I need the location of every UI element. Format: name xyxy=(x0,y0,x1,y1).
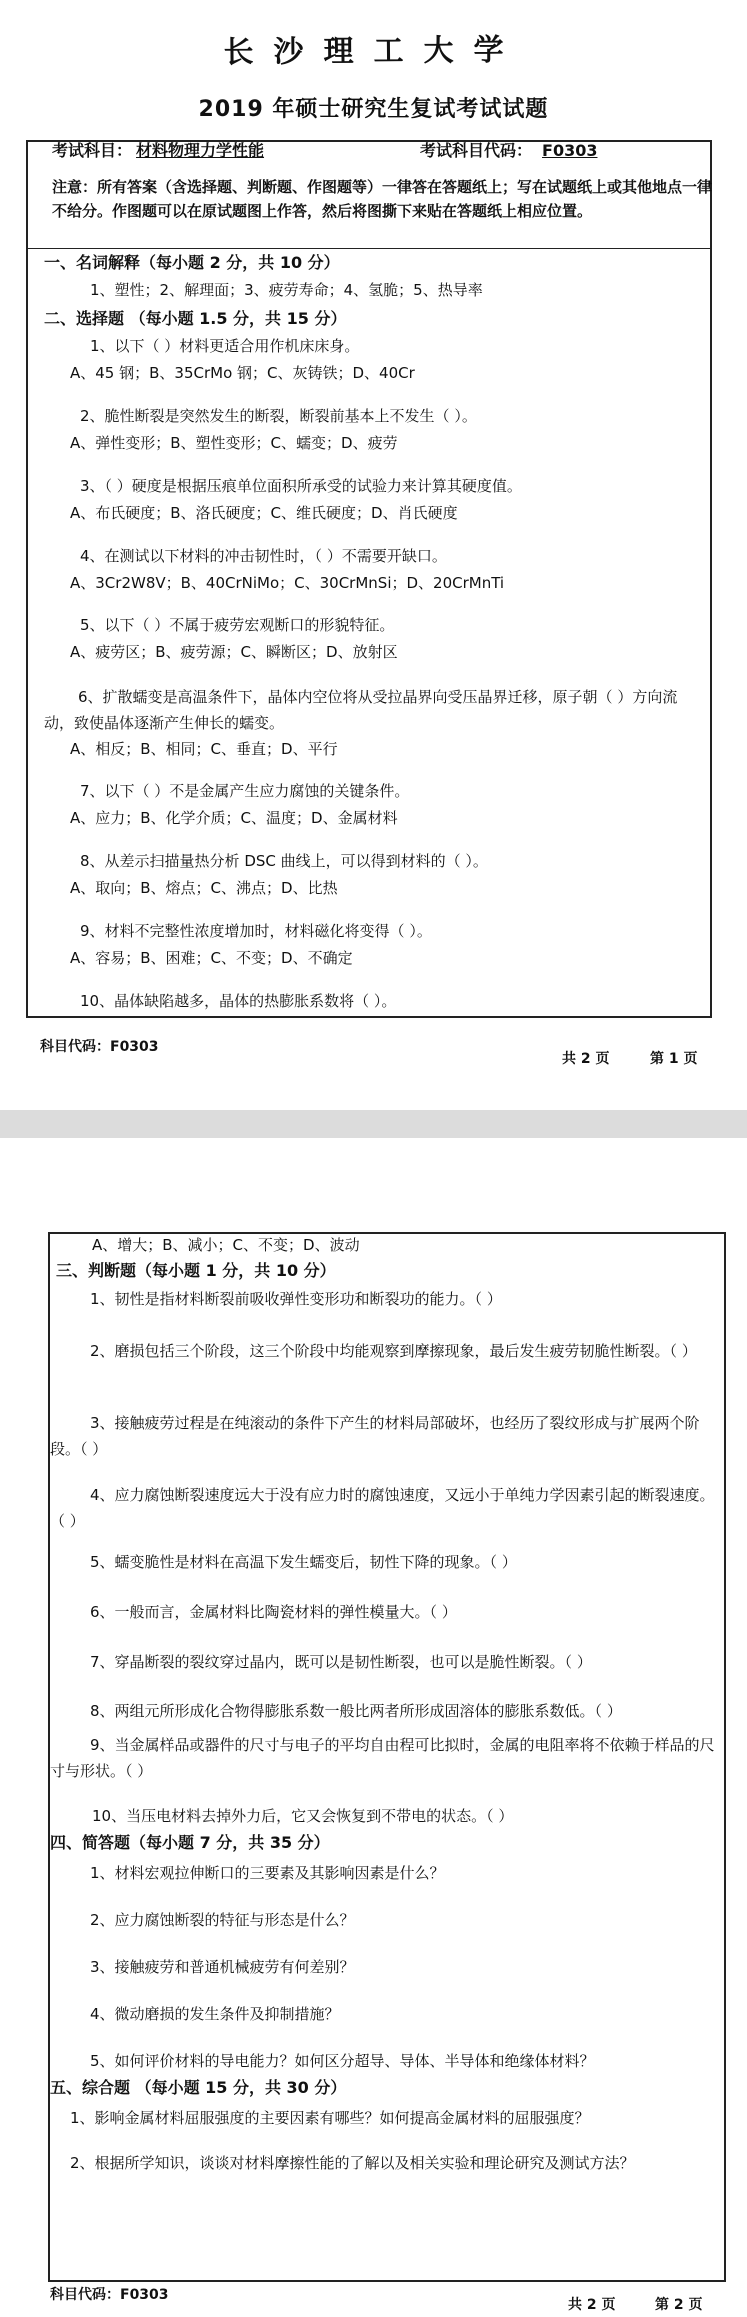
question-options: A、3Cr2W8V；B、40CrNiMo；C、30CrMnSi；D、20CrMnTi xyxy=(70,574,505,592)
footer-page-number: 第 1 页 xyxy=(650,1051,698,1067)
subject-label: 考试科目： xyxy=(52,141,133,160)
question: 2、应力腐蚀断裂的特征与形态是什么？ xyxy=(90,1911,355,1929)
code-label: 考试科目代码： xyxy=(420,141,533,160)
question: 4、在测试以下材料的冲击韧性时，（ ）不需要开缺口。 xyxy=(80,547,447,565)
question: 5、如何评价材料的导电能力？如何区分超导、导体、半导体和绝缘体材料？ xyxy=(90,2052,595,2070)
university-name: 长沙理工大学 xyxy=(223,32,524,71)
question-options: A、应力；B、化学介质；C、温度；D、金属材料 xyxy=(70,809,398,827)
question: 10、当压电材料去掉外力后，它又会恢复到不带电的状态。（ ） xyxy=(92,1807,514,1825)
section-5-heading: 五、综合题 （每小题 15 分，共 30 分） xyxy=(50,2078,347,2097)
question: 2、磨损包括三个阶段，这三个阶段中均能观察到摩擦现象，最后发生疲劳韧脆性断裂。（ ） xyxy=(90,1342,697,1360)
question: 6、一般而言，金属材料比陶瓷材料的弹性模量大。（ ） xyxy=(90,1603,457,1621)
question: 1、韧性是指材料断裂前吸收弹性变形功和断裂功的能力。（ ） xyxy=(90,1290,502,1308)
question: 2、根据所学知识，谈谈对材料摩擦性能的了解以及相关实验和理论研究及测试方法？ xyxy=(70,2154,635,2172)
question-options: A、增大；B、减小；C、不变；D、波动 xyxy=(92,1236,360,1254)
question: 5、蠕变脆性是材料在高温下发生蠕变后，韧性下降的现象。（ ） xyxy=(90,1553,517,1571)
question-options: A、疲劳区；B、疲劳源；C、瞬断区；D、放射区 xyxy=(70,643,398,661)
question: 8、从差示扫描量热分析 DSC 曲线上，可以得到材料的（ ）。 xyxy=(80,852,488,870)
section-1-items: 1、塑性；2、解理面；3、疲劳寿命；4、氢脆；5、热导率 xyxy=(90,281,483,299)
question: 1、影响金属材料屈服强度的主要因素有哪些？如何提高金属材料的屈服强度？ xyxy=(70,2109,590,2127)
question: 7、以下（ ）不是金属产生应力腐蚀的关键条件。 xyxy=(80,782,410,800)
footer-total-pages: 共 2 页 xyxy=(568,2297,616,2313)
question: 6、扩散蠕变是高温条件下，晶体内空位将从受拉晶界向受压晶界迁移，原子朝（ ）方向流动，致使晶体逐渐产生伸长的蠕变。 xyxy=(44,688,678,732)
exam-subject-code xyxy=(420,138,609,161)
footer-page-number: 第 2 页 xyxy=(655,2297,703,2313)
section-3-heading: 三、判断题（每小题 1 分，共 10 分） xyxy=(56,1261,336,1280)
question: 5、以下（ ）不属于疲劳宏观断口的形貌特征。 xyxy=(80,616,395,634)
divider xyxy=(26,248,712,249)
exam-subject xyxy=(52,138,264,161)
question-options: A、相反；B、相同；C、垂直；D、平行 xyxy=(70,740,338,758)
question: 4、应力腐蚀断裂速度远大于没有应力时的腐蚀速度，又远小于单纯力学因素引起的断裂速度。（ ） xyxy=(50,1486,715,1530)
question-options: A、容易；B、困难；C、不变；D、不确定 xyxy=(70,949,353,967)
question-options: A、45 钢；B、35CrMo 钢；C、灰铸铁；D、40Cr xyxy=(70,364,415,382)
question: 9、材料不完整性浓度增加时，材料磁化将变得（ ）。 xyxy=(80,922,432,940)
question: 10、晶体缺陷越多，晶体的热膨胀系数将（ ）。 xyxy=(80,992,397,1010)
section-1-heading: 一、名词解释（每小题 2 分，共 10 分） xyxy=(44,253,340,272)
question: 8、两组元所形成化合物得膨胀系数一般比两者所形成固溶体的膨胀系数低。（ ） xyxy=(90,1702,622,1720)
subject-value: 材料物理力学性能 xyxy=(136,141,265,160)
page-separator xyxy=(0,1110,747,1138)
question: 1、以下（ ）材料更适合用作机床床身。 xyxy=(90,337,360,355)
footer-subject-code: 科目代码：F0303 xyxy=(50,2287,169,2303)
question: 3、接触疲劳和普通机械疲劳有何差别？ xyxy=(90,1958,355,1976)
footer-total-pages: 共 2 页 xyxy=(562,1051,610,1067)
section-2-heading: 二、选择题 （每小题 1.5 分，共 15 分） xyxy=(44,309,347,328)
question-options: A、弹性变形；B、塑性变形；C、蠕变；D、疲劳 xyxy=(70,434,398,452)
question: 7、穿晶断裂的裂纹穿过晶内，既可以是韧性断裂，也可以是脆性断裂。（ ） xyxy=(90,1653,592,1671)
question-options: A、布氏硬度；B、洛氏硬度；C、维氏硬度；D、肖氏硬度 xyxy=(70,504,458,522)
exam-notice: 注意：所有答案（含选择题、判断题、作图题等）一律答在答题纸上；写在试题纸上或其他地点一律不给分。作图题可以在原试题图上作答，然后将图撕下来贴在答题纸上相应位置。 xyxy=(52,178,713,220)
question: 3、接触疲劳过程是在纯滚动的条件下产生的材料局部破坏，也经历了裂纹形成与扩展两个阶段。（ ） xyxy=(50,1414,700,1458)
question: 1、材料宏观拉伸断口的三要素及其影响因素是什么？ xyxy=(90,1864,445,1882)
exam-title: 2019 年硕士研究生复试考试试题 xyxy=(198,97,549,122)
question: 3、（ ）硬度是根据压痕单位面积所承受的试验力来计算其硬度值。 xyxy=(80,477,522,495)
code-value: F0303 xyxy=(542,141,598,160)
question-options: A、取向；B、熔点；C、沸点；D、比热 xyxy=(70,879,338,897)
question: 9、当金属样品或器件的尺寸与电子的平均自由程可比拟时，金属的电阻率将不依赖于样品的尺寸与形状。（ ） xyxy=(50,1736,715,1780)
section-4-heading: 四、简答题（每小题 7 分，共 35 分） xyxy=(50,1833,330,1852)
footer-subject-code: 科目代码：F0303 xyxy=(40,1039,159,1055)
question: 2、脆性断裂是突然发生的断裂，断裂前基本上不发生（ ）。 xyxy=(80,407,477,425)
question: 4、微动磨损的发生条件及抑制措施？ xyxy=(90,2005,340,2023)
